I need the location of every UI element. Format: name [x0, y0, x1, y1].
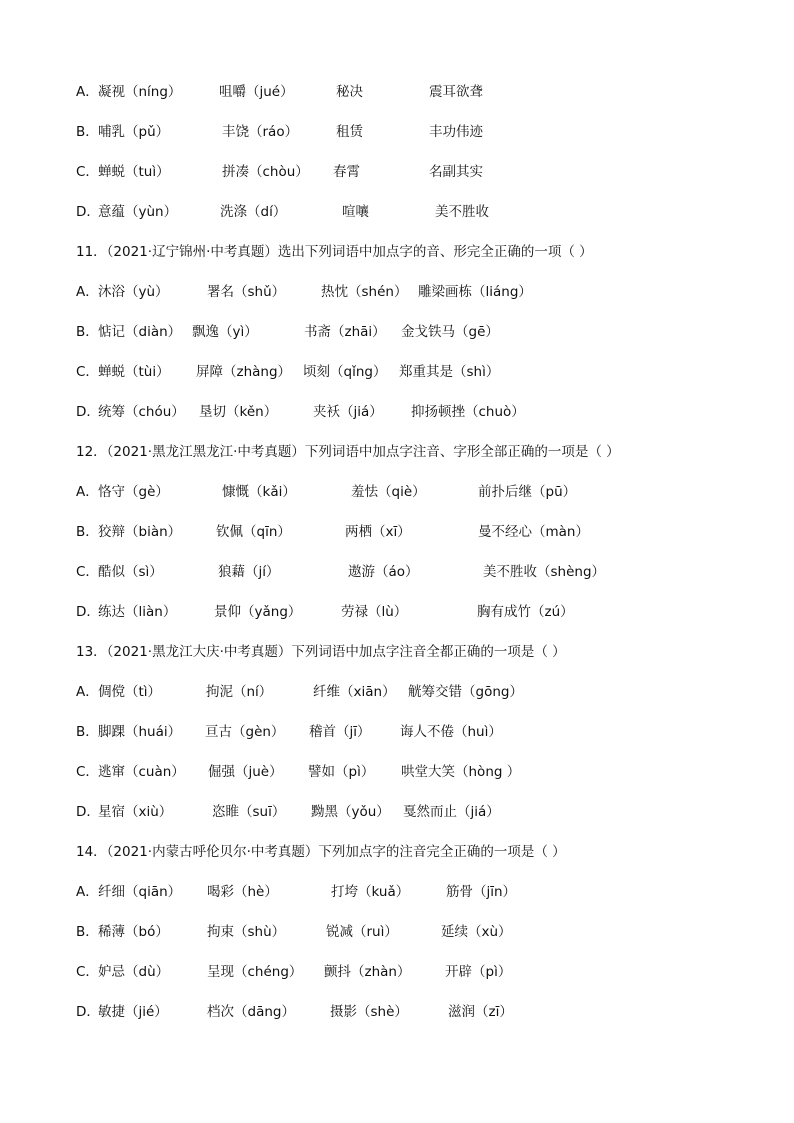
option-row: [0, 921, 794, 943]
option-item: 飘逸（yì）: [192, 324, 258, 340]
option-item: 抑扬顿挫（chuò）: [411, 404, 525, 420]
option-item: 锐减（ruì）: [326, 924, 398, 940]
option-item: 顷刻（qǐng）: [303, 364, 387, 380]
option-label: D．: [76, 804, 100, 820]
option-item: 惦记（diàn）: [98, 324, 182, 340]
option-item: 诲人不倦（huì）: [400, 724, 502, 740]
option-label: C．: [76, 764, 99, 780]
option-item: 曼不经心（màn）: [478, 524, 589, 540]
option-item: 羞怯（qiè）: [351, 484, 426, 500]
option-item: 秘决: [336, 84, 363, 100]
option-item: 两栖（xī）: [345, 524, 411, 540]
option-item: 觥筹交错（gōng）: [408, 684, 523, 700]
option-item: 垦切（kěn）: [199, 404, 278, 420]
option-item: 郑重其是（shì）: [399, 364, 500, 380]
option-item: 拘束（shù）: [207, 924, 286, 940]
option-item: 戛然而止（jiá）: [403, 804, 500, 820]
option-item: 热忱（shén）: [321, 284, 408, 300]
option-item: 意蕴（yùn）: [98, 204, 178, 220]
option-item: 星宿（xiù）: [98, 804, 173, 820]
option-item: 酷似（sì）: [98, 564, 163, 580]
option-label: D．: [76, 1004, 100, 1020]
option-row: [0, 481, 794, 503]
option-label: A．: [76, 484, 99, 500]
option-label: A．: [76, 284, 99, 300]
question-stem: [0, 841, 794, 863]
option-row: [0, 361, 794, 383]
option-row: [0, 281, 794, 303]
option-item: 拼凑（chòu）: [222, 164, 309, 180]
option-label: B．: [76, 724, 99, 740]
option-row: [0, 681, 794, 703]
option-item: 练达（liàn）: [98, 604, 177, 620]
option-item: 夹袄（jiá）: [313, 404, 383, 420]
option-label: B．: [76, 924, 99, 940]
option-item: 稽首（jī）: [309, 724, 371, 740]
option-item: 美不胜收（shèng）: [483, 564, 606, 580]
option-row: [0, 401, 794, 423]
option-item: 呈现（chéng）: [207, 964, 303, 980]
option-row: [0, 121, 794, 143]
option-label: A．: [76, 884, 99, 900]
option-label: D．: [76, 204, 100, 220]
question-13-stem: 13．（2021·黑龙江大庆·中考真题）下列词语中加点字注音全都正确的一项是（ ）: [76, 644, 566, 660]
option-item: 美不胜收: [435, 204, 489, 220]
option-item: 逃窜（cuàn）: [98, 764, 185, 780]
option-item: 劳禄（lù）: [341, 604, 408, 620]
option-item: 屏障（zhàng）: [196, 364, 292, 380]
question-11-stem: 11．（2021·辽宁锦州·中考真题）选出下列词语中加点字的音、形完全正确的一项（ ）: [76, 244, 593, 260]
option-label: D．: [76, 404, 100, 420]
option-item: 恪守（gè）: [98, 484, 169, 500]
option-item: 延续（xù）: [441, 924, 512, 940]
option-item: 摄影（shè）: [330, 1004, 408, 1020]
option-row: [0, 1001, 794, 1023]
option-item: 纤细（qiān）: [98, 884, 182, 900]
option-item: 筋骨（jīn）: [446, 884, 517, 900]
option-row: [0, 721, 794, 743]
option-row: [0, 561, 794, 583]
option-item: 春霄: [333, 164, 360, 180]
option-item: 哺乳（pǔ）: [98, 124, 170, 140]
option-label: A．: [76, 684, 99, 700]
option-item: 喧嚷: [342, 204, 369, 220]
option-item: 震耳欲聋: [429, 84, 483, 100]
option-item: 名副其实: [429, 164, 483, 180]
option-item: 金戈铁马（gē）: [401, 324, 499, 340]
option-label: B．: [76, 124, 99, 140]
option-item: 倜傥（tì）: [98, 684, 162, 700]
option-item: 统筹（chóu）: [98, 404, 185, 420]
option-item: 打垮（kuǎ）: [331, 884, 410, 900]
option-item: 妒忌（dù）: [98, 964, 170, 980]
option-item: 喝彩（hè）: [207, 884, 278, 900]
option-item: 稀薄（bó）: [98, 924, 169, 940]
question-12-stem: 12．（2021·黑龙江黑龙江·中考真题）下列词语中加点字注音、字形全部正确的一项是（ ）: [76, 444, 620, 460]
option-item: 书斋（zhāi）: [304, 324, 386, 340]
option-label: A．: [76, 84, 99, 100]
option-label: D．: [76, 604, 100, 620]
option-item: 遨游（áo）: [348, 564, 419, 580]
option-item: 丰功伟迹: [429, 124, 483, 140]
question-stem: [0, 241, 794, 263]
option-item: 敏捷（jié）: [98, 1004, 168, 1020]
option-item: 沐浴（yù）: [98, 284, 169, 300]
option-row: [0, 801, 794, 823]
option-item: 胸有成竹（zú）: [477, 604, 574, 620]
option-item: 钦佩（qīn）: [216, 524, 291, 540]
option-item: 前扑后继（pū）: [478, 484, 577, 500]
option-row: [0, 161, 794, 183]
option-row: [0, 961, 794, 983]
option-row: [0, 521, 794, 543]
option-label: B．: [76, 524, 99, 540]
option-label: B．: [76, 324, 99, 340]
option-item: 颤抖（zhàn）: [324, 964, 411, 980]
option-row: [0, 881, 794, 903]
option-row: [0, 601, 794, 623]
option-item: 蝉蜕（tuì）: [98, 164, 170, 180]
option-item: 狡辩（biàn）: [98, 524, 182, 540]
option-item: 蝉蜕（tùi）: [98, 364, 170, 380]
option-item: 咀嚼（jué）: [219, 84, 294, 100]
option-item: 倔强（juè）: [208, 764, 283, 780]
option-item: 纤维（xiān）: [313, 684, 396, 700]
option-item: 脚踝（huái）: [98, 724, 182, 740]
option-item: 景仰（yǎng）: [214, 604, 302, 620]
option-item: 开辟（pì）: [445, 964, 512, 980]
question-14-stem: 14．（2021·内蒙古呼伦贝尔·中考真题）下列加点字的注音完全正确的一项是（ ）: [76, 844, 566, 860]
option-item: 档次（dāng）: [207, 1004, 295, 1020]
option-item: 哄堂大笑（hòng ）: [401, 764, 521, 780]
question-stem: [0, 641, 794, 663]
option-item: 租赁: [336, 124, 363, 140]
option-label: C．: [76, 364, 99, 380]
option-label: C．: [76, 164, 99, 180]
option-row: [0, 201, 794, 223]
option-item: 雕梁画栋（liáng）: [418, 284, 532, 300]
option-item: 黝黑（yǒu）: [311, 804, 390, 820]
option-item: 洗涤（dí）: [220, 204, 287, 220]
option-item: 恣睢（suī）: [212, 804, 286, 820]
option-item: 亘古（gèn）: [205, 724, 285, 740]
option-item: 凝视（níng）: [98, 84, 182, 100]
option-item: 譬如（pì）: [308, 764, 375, 780]
option-row: [0, 81, 794, 103]
option-label: C．: [76, 964, 99, 980]
option-item: 署名（shǔ）: [207, 284, 286, 300]
option-label: C．: [76, 564, 99, 580]
option-item: 慷慨（kǎi）: [222, 484, 296, 500]
option-row: [0, 761, 794, 783]
option-row: [0, 321, 794, 343]
question-stem: [0, 441, 794, 463]
option-item: 拘泥（ní）: [206, 684, 273, 700]
option-item: 丰饶（ráo）: [222, 124, 299, 140]
option-item: 狼藉（jí）: [218, 564, 280, 580]
option-item: 滋润（zī）: [448, 1004, 513, 1020]
